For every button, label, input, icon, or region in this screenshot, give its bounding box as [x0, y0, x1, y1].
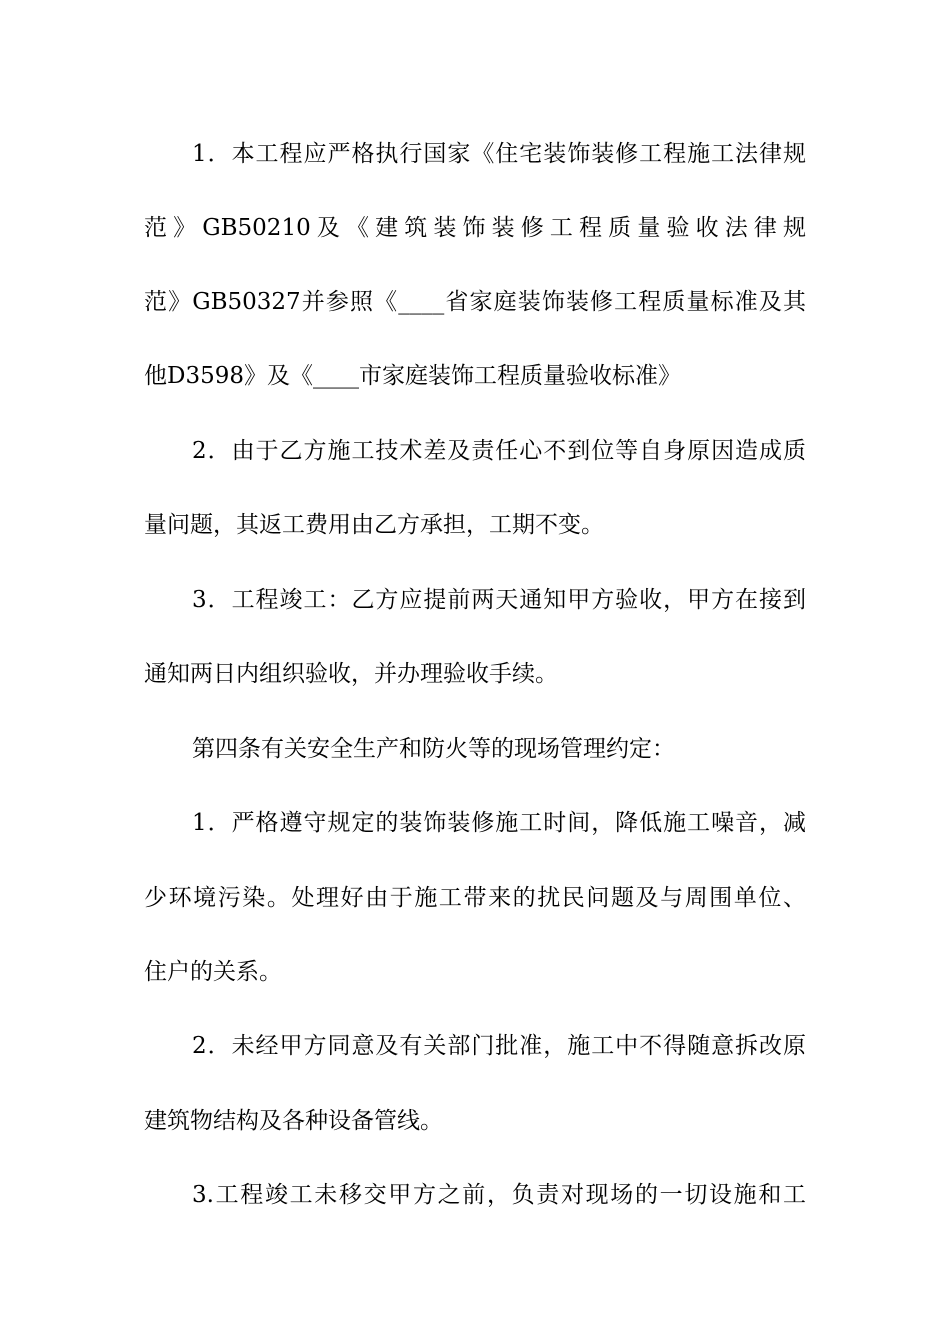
section-heading: 第四条有关安全生产和防火等的现场管理约定：	[192, 736, 675, 762]
paragraph-line: 1．本工程应严格执行国家《住宅装饰装修工程施工法律规	[192, 141, 806, 167]
paragraph-line: 通知两日内组织验收，并办理验收手续。	[144, 661, 558, 687]
paragraph-line: 2．由于乙方施工技术差及责任心不到位等自身原因造成质	[192, 438, 806, 464]
paragraph-line: 量问题，其返工费用由乙方承担，工期不变。	[144, 512, 604, 538]
paragraph-line: 1．严格遵守规定的装饰装修施工时间，降低施工噪音，减	[192, 810, 806, 836]
paragraph-line: 他D3598》及《____市家庭装饰工程质量验收标准》	[144, 363, 681, 389]
paragraph-line: 范》GB50210及《建筑装饰装修工程质量验收法律规	[144, 215, 806, 241]
paragraph-line: 少环境污染。处理好由于施工带来的扰民问题及与周围单位、	[144, 885, 806, 911]
paragraph-line: 3.工程竣工未移交甲方之前，负责对现场的一切设施和工	[192, 1182, 806, 1208]
paragraph-line: 建筑物结构及各种设备管线。	[144, 1108, 443, 1134]
paragraph-line: 2．未经甲方同意及有关部门批准，施工中不得随意拆改原	[192, 1033, 806, 1059]
paragraph-line: 住户的关系。	[144, 959, 282, 985]
paragraph-line: 范》GB50327并参照《____省家庭装饰装修工程质量标准及其	[144, 289, 806, 315]
paragraph-line: 3．工程竣工：乙方应提前两天通知甲方验收，甲方在接到	[192, 587, 806, 613]
